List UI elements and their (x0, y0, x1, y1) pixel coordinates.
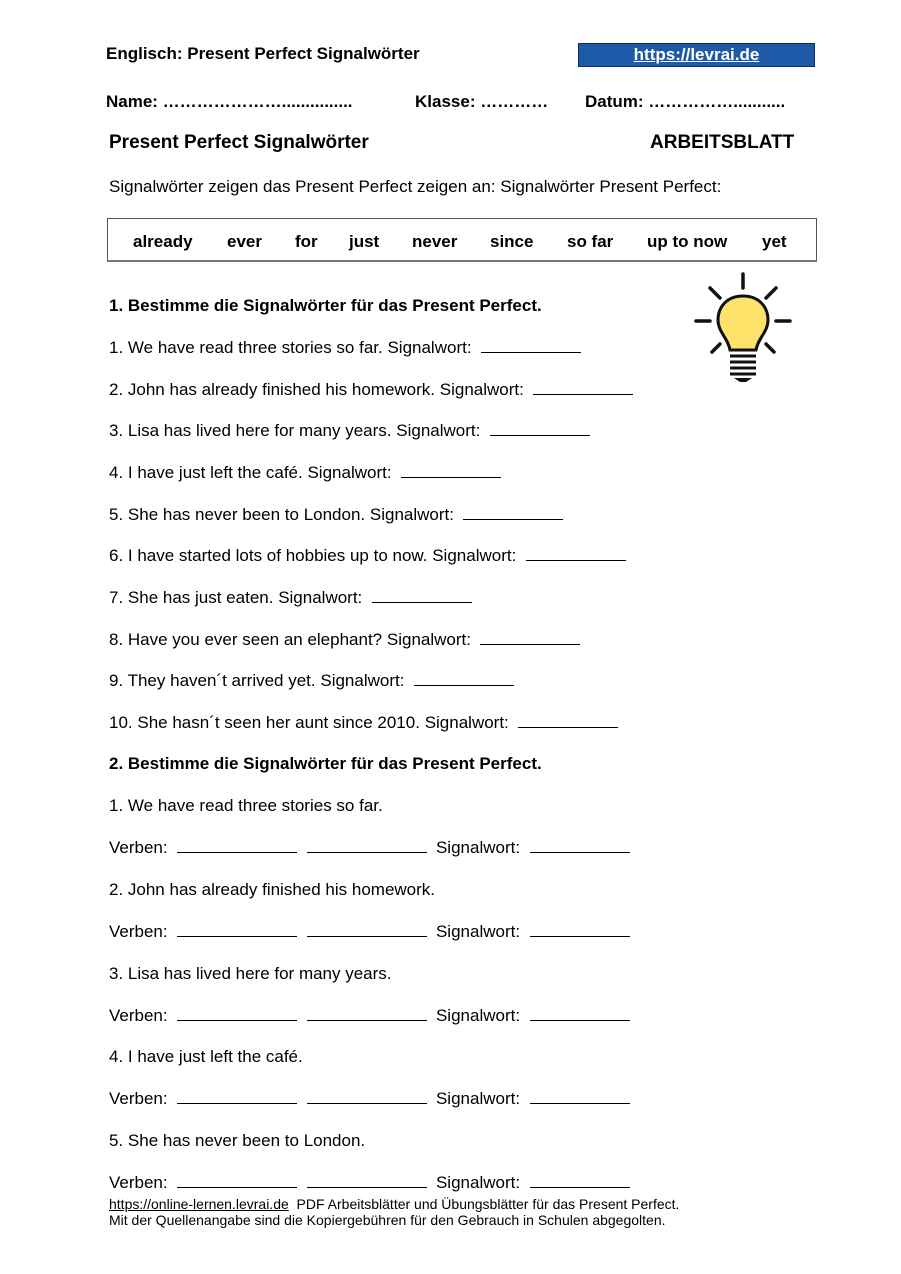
answer-blank[interactable] (518, 713, 618, 728)
site-link[interactable]: https://levrai.de (633, 45, 760, 64)
verbs-label: Verben: (109, 1006, 168, 1025)
answer-label: Signalwort: (320, 671, 405, 690)
sentence: 10. She hasn´t seen her aunt since 2010. (109, 713, 420, 732)
exercise1-item (109, 380, 633, 400)
answer-blank[interactable] (372, 588, 472, 603)
sentence: 6. I have started lots of hobbies up to now. (109, 546, 428, 565)
exercise1-item (109, 713, 618, 733)
signal-word: since (490, 232, 534, 251)
exercise2-sentence: 4. I have just left the café. (109, 1047, 303, 1066)
verb-blank[interactable] (307, 1173, 427, 1188)
signal-word: never (412, 232, 458, 251)
footer (109, 1196, 679, 1228)
answer-blank[interactable] (481, 338, 581, 353)
answer-blank[interactable] (401, 463, 501, 478)
signal-blank[interactable] (530, 1089, 630, 1104)
name-field[interactable]: Name: …………………............... (106, 92, 353, 111)
verbs-label: Verben: (109, 1173, 168, 1192)
exercise1-item (109, 630, 580, 650)
sentence: 8. Have you ever seen an elephant? (109, 630, 383, 649)
signal-label: Signalwort: (435, 1006, 521, 1025)
exercise1-item (109, 588, 472, 608)
answer-label: Signalwort: (386, 630, 471, 649)
answer-label: Signalwort: (432, 546, 517, 565)
answer-blank[interactable] (533, 380, 633, 395)
worksheet-type-label: ARBEITSBLATT (650, 132, 795, 153)
footer-link[interactable]: https://online-lernen.levrai.de (109, 1196, 289, 1212)
intro-text: Signalwörter zeigen das Present Perfect zeigen an: Signalwörter Present Perfect: (109, 177, 722, 196)
answer-label: Signalwort: (424, 713, 509, 732)
signal-label: Signalwort: (435, 922, 521, 941)
answer-blank[interactable] (526, 546, 626, 561)
verb-blank[interactable] (177, 1173, 297, 1188)
exercise1-item (109, 463, 501, 483)
signal-word: yet (762, 232, 787, 251)
answer-label: Signalwort: (278, 588, 363, 607)
signal-blank[interactable] (530, 922, 630, 937)
sentence: 3. Lisa has lived here for many years. (109, 421, 392, 440)
signal-word: for (295, 232, 318, 251)
exercise2-answer-row (109, 838, 630, 858)
exercise2-sentence: 1. We have read three stories so far. (109, 796, 383, 815)
exercise1-item (109, 338, 581, 358)
signal-blank[interactable] (530, 838, 630, 853)
signal-blank[interactable] (530, 1006, 630, 1021)
answer-label: Signalwort: (307, 463, 392, 482)
answer-label: Signalwort: (396, 421, 481, 440)
signal-word: ever (227, 232, 262, 251)
sentence: 7. She has just eaten. (109, 588, 274, 607)
exercise2-answer-row (109, 922, 630, 942)
footer-line1: PDF Arbeitsblätter und Übungsblätter für das Present Perfect. (288, 1196, 680, 1212)
answer-label: Signalwort: (387, 338, 472, 357)
sentence: 4. I have just left the café. (109, 463, 303, 482)
signal-label: Signalwort: (435, 1089, 521, 1108)
exercise2-sentence: 5. She has never been to London. (109, 1131, 366, 1150)
exercise1-item (109, 671, 514, 691)
date-field[interactable]: Datum: ……………........... (585, 92, 786, 111)
answer-blank[interactable] (480, 630, 580, 645)
verb-blank[interactable] (307, 922, 427, 937)
answer-label: Signalwort: (439, 380, 524, 399)
signal-words-box (107, 218, 817, 262)
sentence: 5. She has never been to London. (109, 505, 366, 524)
exercise2-sentence: 2. John has already finished his homework. (109, 880, 436, 899)
exercise1-heading: 1. Bestimme die Signalwörter für das Present Perfect. (109, 296, 542, 315)
exercise2-answer-row (109, 1173, 630, 1193)
signal-word: up to now (647, 232, 728, 251)
exercise2-answer-row (109, 1006, 630, 1026)
exercise2-answer-row (109, 1089, 630, 1109)
signal-word: so far (567, 232, 614, 251)
verbs-label: Verben: (109, 838, 168, 857)
sentence: 2. John has already finished his homework. (109, 380, 436, 399)
verb-blank[interactable] (307, 838, 427, 853)
exercise1-item (109, 505, 563, 525)
verbs-label: Verben: (109, 1089, 168, 1108)
verb-blank[interactable] (177, 922, 297, 937)
answer-blank[interactable] (463, 505, 563, 520)
lightbulb-icon (690, 268, 800, 386)
verb-blank[interactable] (177, 1006, 297, 1021)
signal-word: already (133, 232, 193, 251)
signal-label: Signalwort: (435, 838, 521, 857)
verb-blank[interactable] (177, 1089, 297, 1104)
answer-label: Signalwort: (369, 505, 454, 524)
answer-blank[interactable] (490, 421, 590, 436)
class-field[interactable]: Klasse: ………… (415, 92, 549, 111)
exercise1-item (109, 421, 590, 441)
signal-blank[interactable] (530, 1173, 630, 1188)
footer-line2: Mit der Quellenangabe sind die Kopiergebühren für den Gebrauch in Schulen abgegolten. (109, 1212, 666, 1228)
worksheet-title: Present Perfect Signalwörter (109, 132, 369, 153)
exercise1-item (109, 546, 626, 566)
sentence: 1. We have read three stories so far. (109, 338, 383, 357)
signal-word: just (349, 232, 380, 251)
verb-blank[interactable] (307, 1006, 427, 1021)
exercise2-sentence: 3. Lisa has lived here for many years. (109, 964, 392, 983)
verb-blank[interactable] (177, 838, 297, 853)
site-link-box[interactable] (578, 43, 815, 67)
verbs-label: Verben: (109, 922, 168, 941)
document-header-title: Englisch: Present Perfect Signalwörter (106, 44, 420, 63)
exercise2-heading: 2. Bestimme die Signalwörter für das Present Perfect. (109, 754, 542, 773)
answer-blank[interactable] (414, 671, 514, 686)
signal-label: Signalwort: (435, 1173, 521, 1192)
verb-blank[interactable] (307, 1089, 427, 1104)
sentence: 9. They haven´t arrived yet. (109, 671, 316, 690)
